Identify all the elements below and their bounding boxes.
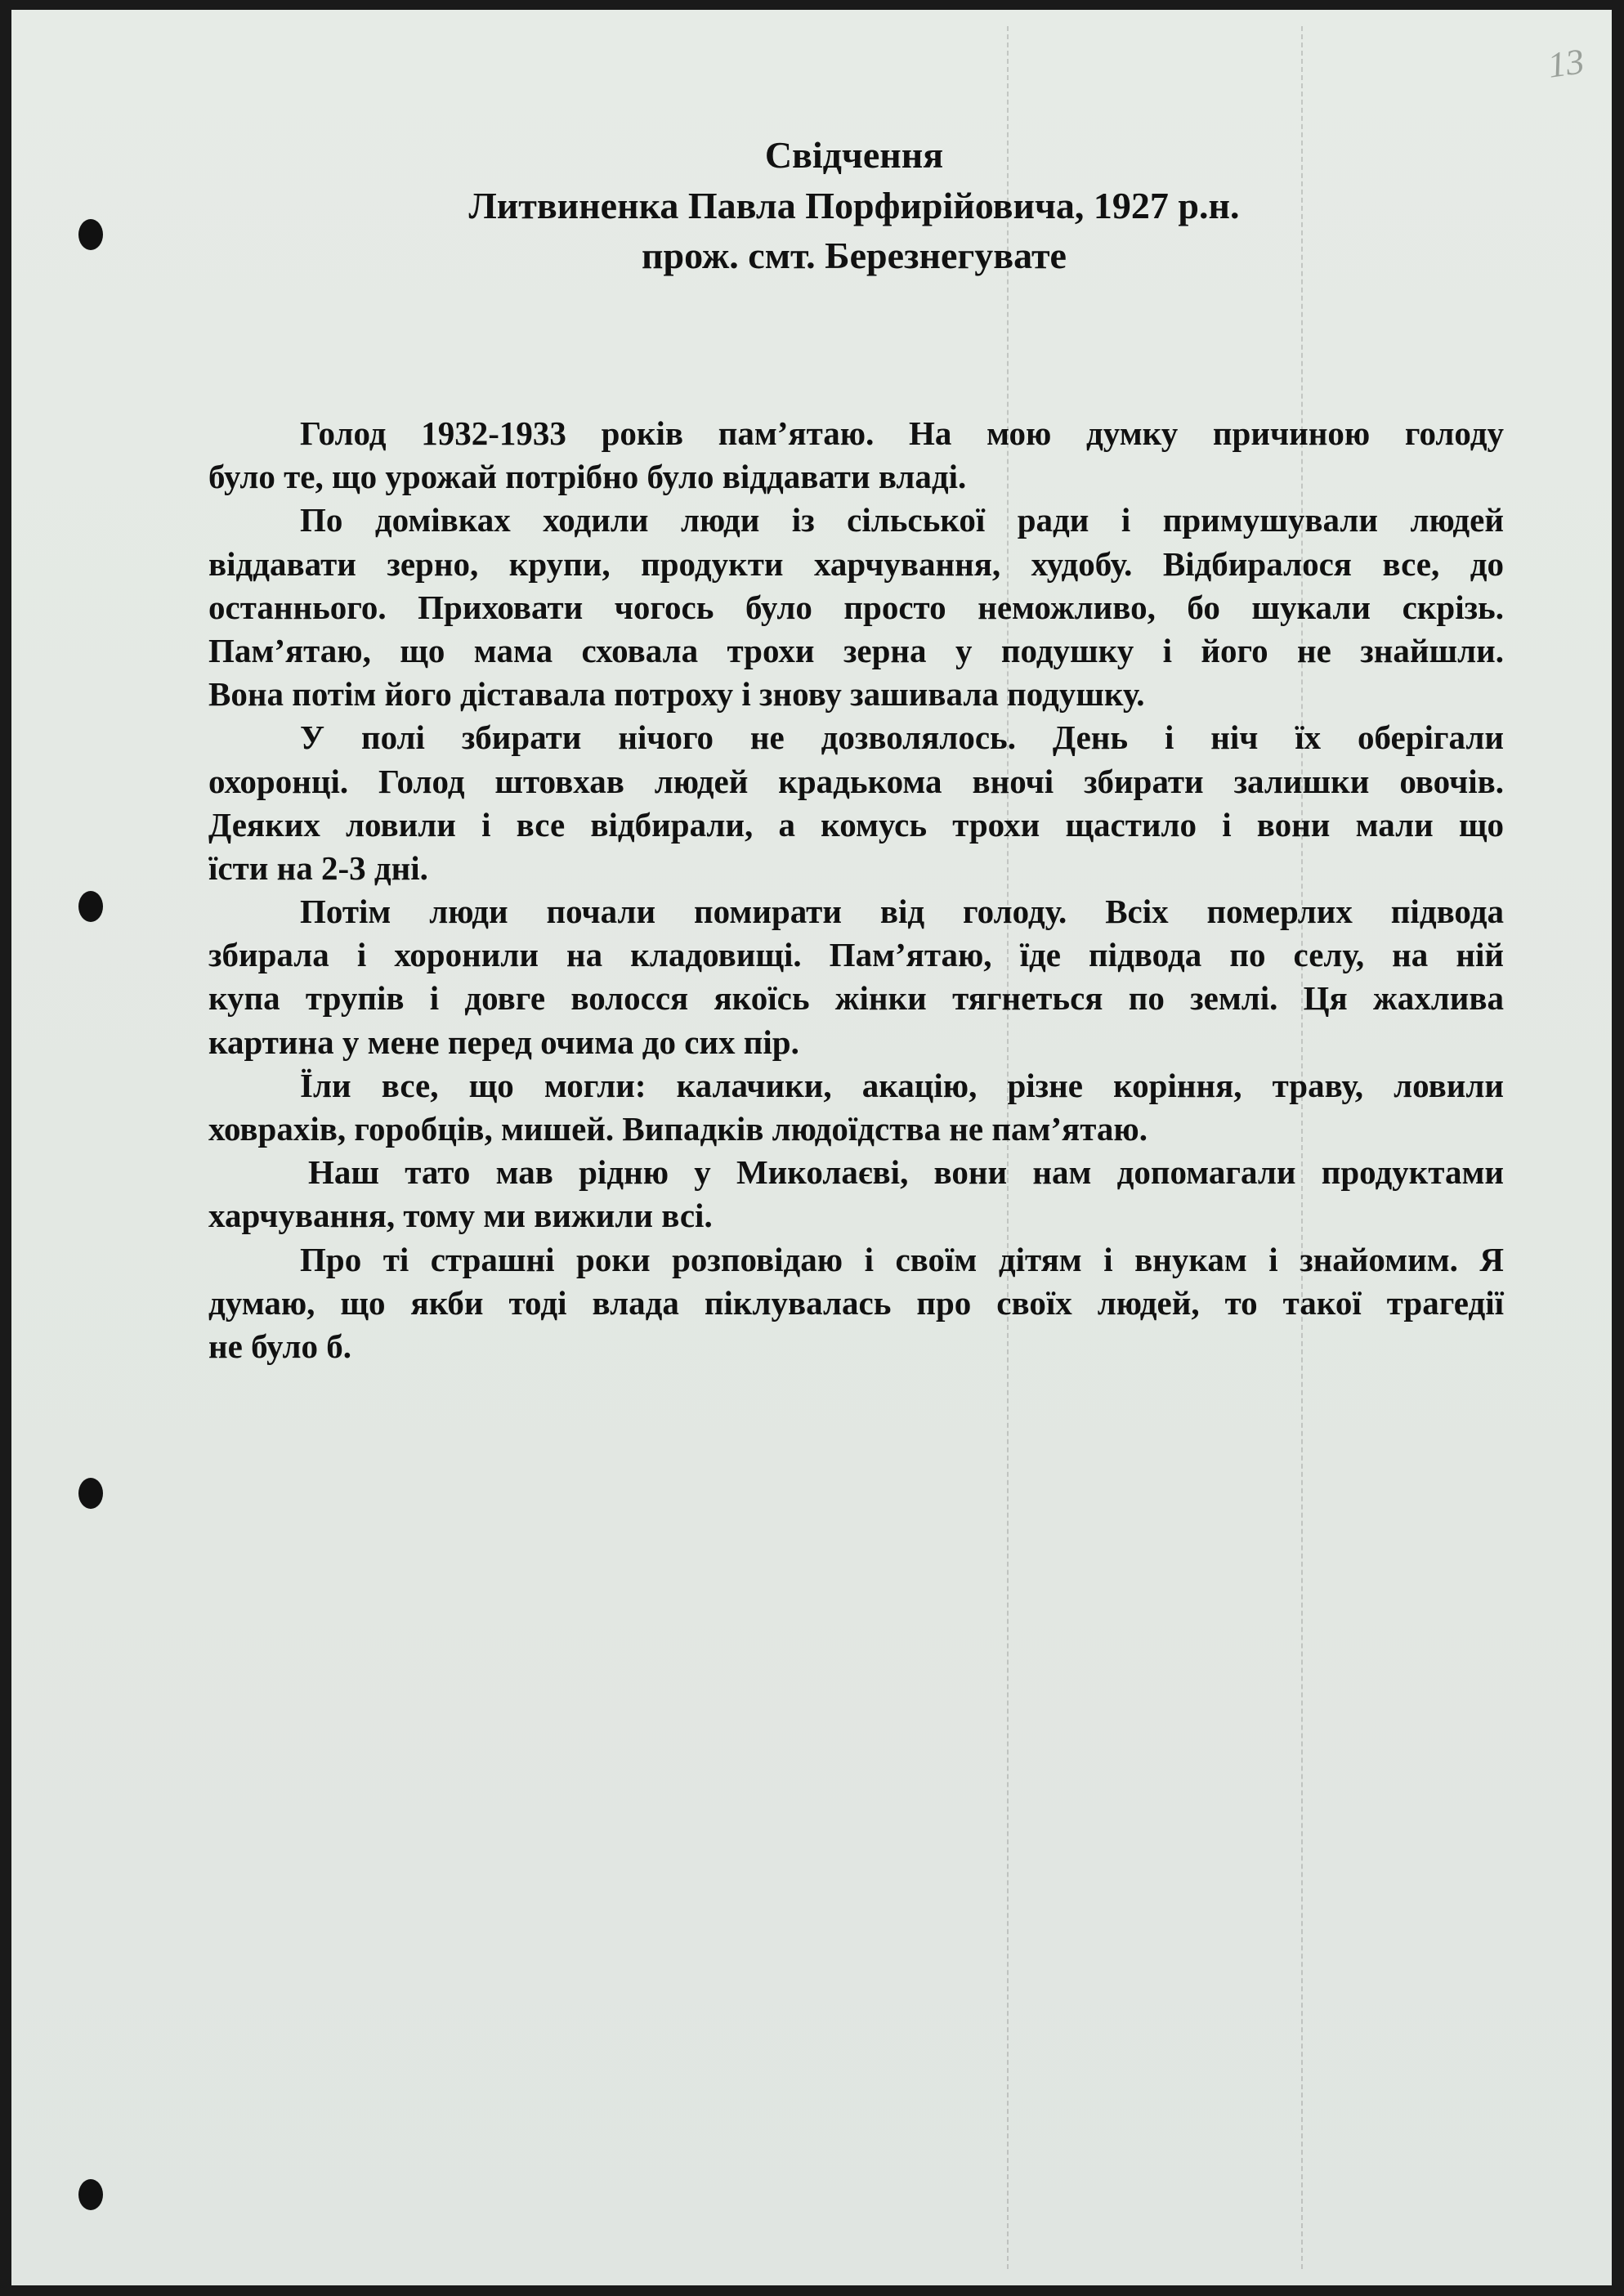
page-number: 13 xyxy=(1545,41,1587,86)
punch-hole xyxy=(78,2179,103,2210)
paragraph-line: Голод 1932-1933 років пам’ятаю. На мою думку причиною голоду xyxy=(300,414,1504,452)
paragraph-line: думаю, що якби тоді влада піклувалась про своїх людей, то такої трагедії xyxy=(208,1283,1504,1322)
paragraph-line: не було б. xyxy=(208,1327,351,1365)
paragraph-line: їсти на 2-3 дні. xyxy=(208,848,428,887)
paragraph-line: харчування, тому ми вижили всі. xyxy=(208,1197,713,1235)
paragraph-line: охоронці. Голод штовхав людей крадькома вночі збирати залишки овочів. xyxy=(208,762,1504,800)
paragraph-line: У полі збирати нічого не дозволялось. День і ніч їх оберігали xyxy=(300,718,1504,757)
paragraph-line: віддавати зерно, крупи, продукти харчування, худобу. Відбиралося все, до xyxy=(208,544,1504,583)
paragraph-line: картина у мене перед очима до сих пір. xyxy=(208,1023,799,1061)
witness-name: Литвиненка Павла Порфирійовича, 1927 р.н. xyxy=(468,185,1240,226)
paragraph-line: ховрахів, горобців, мишей. Випадків людоїдства не пам’ятаю. xyxy=(208,1110,1148,1148)
paragraph-line: було те, що урожай потрібно було віддавати владі. xyxy=(208,458,967,496)
testimony-body xyxy=(208,412,1504,1368)
document-title: Свідчення xyxy=(764,134,944,176)
punch-hole xyxy=(78,891,103,922)
punch-hole xyxy=(78,1478,103,1509)
paragraph-line: Деяких ловили і все відбирали, а комусь трохи щастило і вони мали що xyxy=(208,805,1504,844)
paragraph-line: Вона потім його діставала потроху і знову зашивала подушку. xyxy=(208,675,1145,714)
paragraph-line: купа трупів і довге волосся якоїсь жінки тягнеться по землі. Ця жахлива xyxy=(208,979,1504,1018)
paragraph-line: останнього. Приховати чогось було просто неможливо, бо шукали скрізь. xyxy=(208,588,1504,626)
paragraph-line: По домівках ходили люди із сільської ради і примушували людей xyxy=(300,501,1504,539)
paragraph-line: Пам’ятаю, що мама сховала трохи зерна у подушку і його не знайшли. xyxy=(208,631,1504,669)
paragraph-line: Їли все, що могли: калачики, акацію, різне коріння, траву, ловили xyxy=(300,1066,1504,1104)
paragraph-line: Потім люди почали помирати від голоду. Всіх померлих підвода xyxy=(300,893,1504,931)
paragraph-line: збирала і хоронили на кладовищі. Пам’ятаю, їде підвода по селу, на ній xyxy=(208,936,1504,974)
paragraph-line: Наш тато мав рідню у Миколаєві, вони нам допомагали продуктами xyxy=(308,1153,1504,1192)
witness-residence: прож. смт. Березнегувате xyxy=(642,235,1067,276)
paragraph-line: Про ті страшні роки розповідаю і своїм дітям і внукам і знайомим. Я xyxy=(300,1240,1504,1278)
